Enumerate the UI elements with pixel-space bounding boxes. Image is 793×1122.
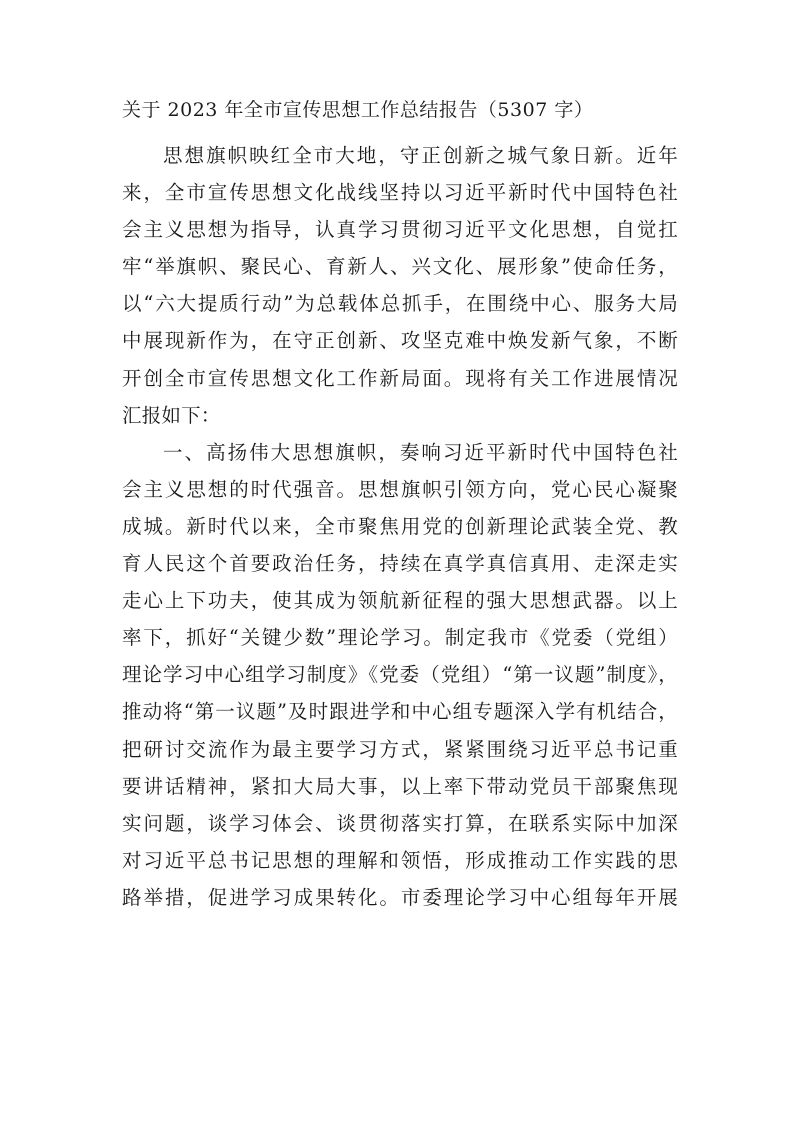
text-line: 推动将“第一议题”及时跟进学和中心组专题深入学有机结合， xyxy=(122,700,678,724)
text-line: 以“六大提质行动”为总载体总抓手，在围绕中心、服务大局 xyxy=(122,292,678,316)
text-line: 会主义思想为指导，认真学习贯彻习近平文化思想，自觉扛 xyxy=(122,218,678,242)
text-line: 开创全市宣传思想文化工作新局面。现将有关工作进展情况 xyxy=(122,366,678,390)
text-line: 会主义思想的时代强音。思想旗帜引领方向，党心民心凝聚 xyxy=(122,477,678,501)
text-line: 理论学习中心组学习制度》《党委（党组）“第一议题”制度》， xyxy=(122,663,678,687)
text-line: 实问题，谈学习体会、谈贯彻落实打算，在联系实际中加深 xyxy=(122,811,678,835)
text-line: 思想旗帜映红全市大地，守正创新之城气象日新。近年 xyxy=(163,144,678,167)
text-line: 要讲话精神，紧扣大局大事，以上率下带动党员干部聚焦现 xyxy=(122,774,678,798)
text-line: 中展现新作为，在守正创新、攻坚克难中焕发新气象，不断 xyxy=(122,329,678,353)
text-line: 率下，抓好“关键少数”理论学习。制定我市《党委（党组） xyxy=(122,626,678,650)
text-line: 成城。新时代以来，全市聚焦用党的创新理论武装全党、教 xyxy=(122,514,678,538)
document-title: 关于 2023 年全市宣传思想工作总结报告（5307 字） xyxy=(122,99,594,121)
text-line: 对习近平总书记思想的理解和领悟，形成推动工作实践的思 xyxy=(122,848,678,872)
text-line: 来，全市宣传思想文化战线坚持以习近平新时代中国特色社 xyxy=(122,181,678,205)
text-line: 一、高扬伟大思想旗帜，奏响习近平新时代中国特色社 xyxy=(163,440,678,464)
text-line: 育人民这个首要政治任务，持续在真学真信真用、走深走实 xyxy=(122,552,678,576)
document-body xyxy=(122,137,678,916)
text-line: 路举措，促进学习成果转化。市委理论学习中心组每年开展 xyxy=(122,885,678,909)
text-line: 汇报如下： xyxy=(122,403,221,427)
text-line: 走心上下功夫，使其成为领航新征程的强大思想武器。以上 xyxy=(122,589,678,613)
text-line: 把研讨交流作为最主要学习方式，紧紧围绕习近平总书记重 xyxy=(122,737,678,761)
text-line: 牢“举旗帜、聚民心、育新人、兴文化、展形象”使命任务， xyxy=(122,255,678,279)
